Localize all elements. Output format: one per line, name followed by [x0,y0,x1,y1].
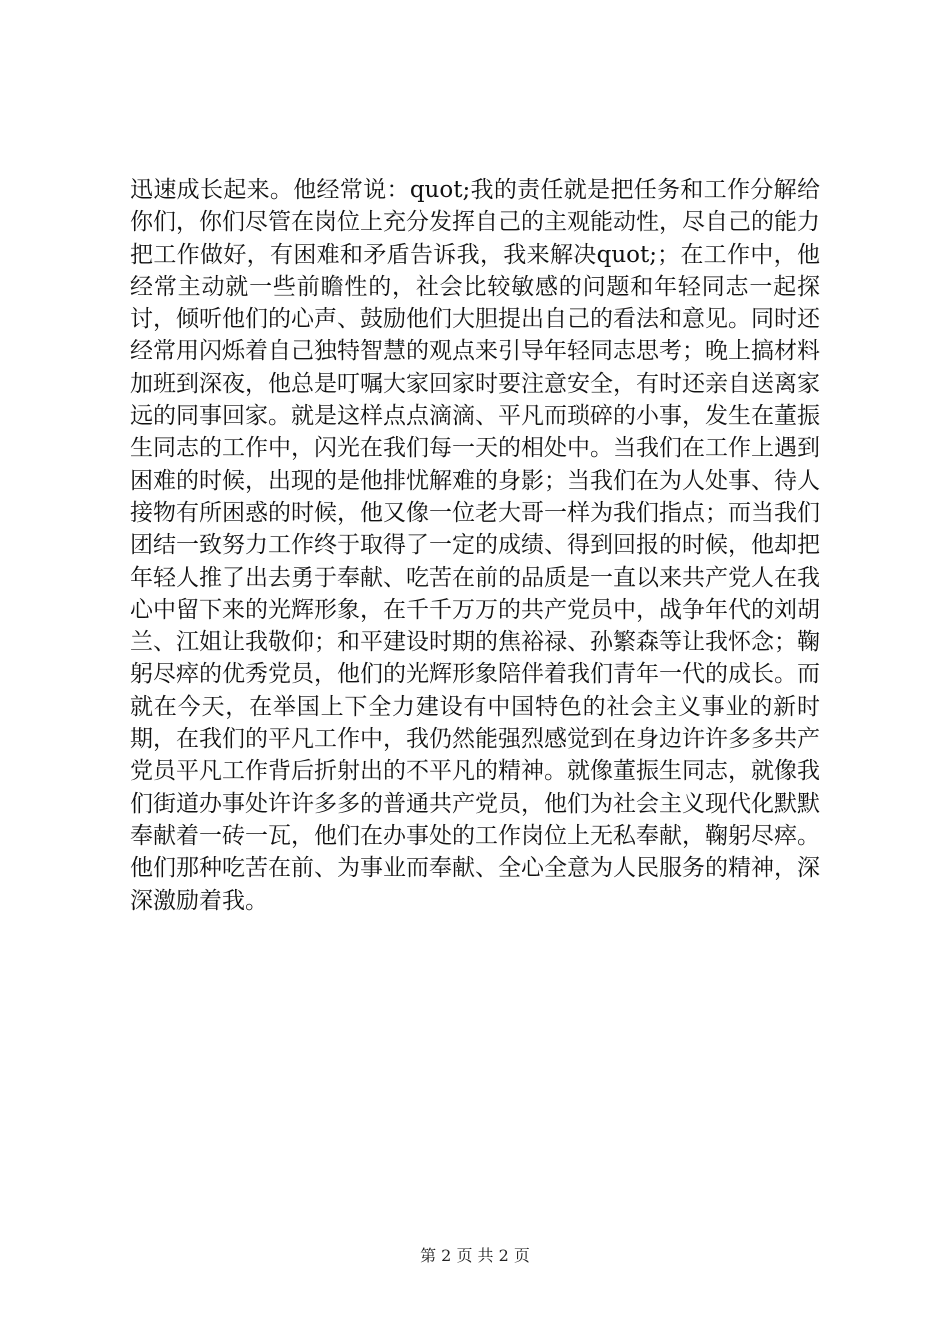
page-footer: 第 2 页 共 2 页 [420,1246,530,1265]
body-paragraph: 迅速成长起来。他经常说：quot;我的责任就是把任务和工作分解给你们，你们尽管在岗位上充分发挥自己的主观能动性，尽自己的能力把工作做好，有困难和矛盾告诉我，我来解决quot;；在工作中，他经常主动就一些前瞻性的，社会比较敏感的问题和年轻同志一起探讨，倾听他们的心声、鼓励他们大胆提出自己的看法和意见。同时还经常用闪烁着自己独特智慧的观点来引导年轻同志思考；晚上搞材料加班到深夜，他总是叮嘱大家回家时要注意安全，有时还亲自送离家远的同事回家。就是这样点点滴滴、平凡而琐碎的小事，发生在董振生同志的工作中，闪光在我们每一天的相处中。当我们在工作上遇到困难的时候，出现的是他排忧解难的身影；当我们在为人处事、待人接物有所困惑的时候，他又像一位老大哥一样为我们指点；而当我们团结一致努力工作终于取得了一定的成绩、得到回报的时候，他却把年轻人推了出去勇于奉献、吃苦在前的品质是一直以来共产党人在我心中留下来的光辉形象，在千千万万的共产党员中，战争年代的刘胡兰、江姐让我敬仰；和平建设时期的焦裕禄、孙繁森等让我怀念；鞠躬尽瘁的优秀党员，他们的光辉形象陪伴着我们青年一代的成长。而就在今天，在举国上下全力建设有中国特色的社会主义事业的新时期，在我们的平凡工作中，我仍然能强烈感觉到在身边许许多多共产党员平凡工作背后折射出的不平凡的精神。就像董振生同志，就像我们街道办事处许许多多的普通共产党员，他们为社会主义现代化默默奉献着一砖一瓦，他们在办事处的工作岗位上无私奉献，鞠躬尽瘁。他们那种吃苦在前、为事业而奉献、全心全意为人民服务的精神，深深激励着我。 [130,177,820,914]
